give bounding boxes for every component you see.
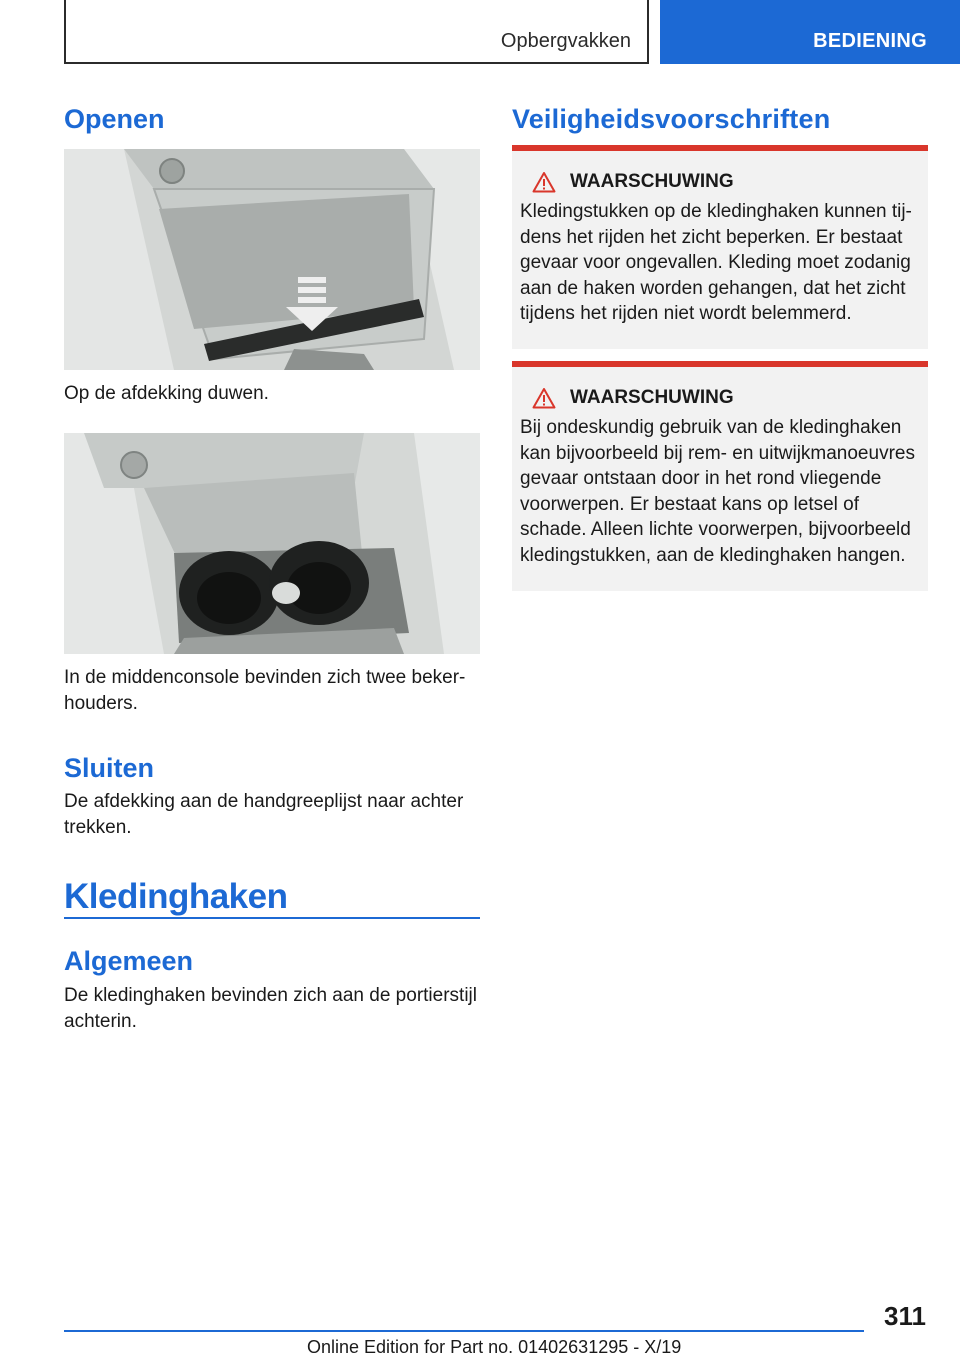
warning-title-row-2 xyxy=(532,387,920,409)
photo-console-cover xyxy=(64,149,480,370)
warning-box-2 xyxy=(512,361,928,591)
paragraph-algemeen xyxy=(64,983,484,1035)
photo-cup-holders xyxy=(64,433,480,654)
warning-1-line-5: tijdens het rijden niet wordt belemmerd. xyxy=(520,303,852,324)
heading-openen: Openen xyxy=(64,104,165,134)
paragraph-algemeen-line1: De kledinghaken bevinden zich aan de portierstijl xyxy=(64,985,477,1006)
section-rule xyxy=(64,917,480,919)
cup-holders-illustration xyxy=(64,433,480,654)
header-section-box xyxy=(64,0,649,64)
warning-2-line-3: gevaar ontstaan door in het rond vliegende xyxy=(520,468,882,489)
paragraph-sluiten-line1: De afdekking aan de handgreeplijst naar achter xyxy=(64,791,464,812)
caption-photo-2-line2: houders. xyxy=(64,693,138,714)
heading-veiligheidsvoorschriften: Veiligheidsvoorschriften xyxy=(512,104,831,134)
warning-triangle-icon xyxy=(532,387,556,409)
caption-photo-1: Op de afdekking duwen. xyxy=(64,383,269,404)
heading-algemeen: Algemeen xyxy=(64,946,194,976)
header-chapter-title: BEDIENING xyxy=(813,30,927,52)
caption-photo-2 xyxy=(64,665,484,717)
paragraph-sluiten xyxy=(64,789,484,841)
footer-rule xyxy=(64,1330,864,1332)
warning-2-line-1: Bij ondeskundig gebruik van de kledinghaken xyxy=(520,417,902,438)
warning-title-row-1 xyxy=(532,171,920,193)
warning-2-line-2: kan bijvoorbeeld bij rem- en uitwijkmanoeuvres xyxy=(520,442,915,464)
warning-2-line-5: schade. Alleen lichte voorwerpen, bijvoorbeeld xyxy=(520,519,911,540)
warning-box-1 xyxy=(512,145,928,349)
heading-kledinghaken: Kledinghaken xyxy=(64,877,288,916)
paragraph-algemeen-line2: achterin. xyxy=(64,1011,137,1032)
header-section-title: Opbergvakken xyxy=(500,30,631,52)
paragraph-sluiten-line2: trekken. xyxy=(64,817,132,838)
console-cover-illustration xyxy=(64,149,480,370)
warning-1-line-3: gevaar voor ongevallen. Kleding moet zodanig xyxy=(520,252,911,273)
warning-title-1: WAARSCHUWING xyxy=(570,171,734,192)
warning-body-2 xyxy=(520,415,920,568)
warning-body-1 xyxy=(520,199,920,327)
warning-1-line-2: dens het rijden het zicht beperken. Er bestaat xyxy=(520,226,903,248)
caption-photo-2-line1: In de middenconsole bevinden zich twee beker- xyxy=(64,667,466,688)
warning-1-line-1: Kledingstukken op de kledinghaken kunnen tij- xyxy=(520,201,912,222)
warning-2-line-6: kledingstukken, aan de kledinghaken hangen. xyxy=(520,544,906,566)
warning-triangle-icon xyxy=(532,171,556,193)
page-number: 311 xyxy=(884,1301,926,1331)
footer-edition: Online Edition for Part no. 01402631295 - X/19 xyxy=(307,1337,682,1357)
warning-1-line-4: aan de haken worden gehangen, dat het zicht xyxy=(520,277,906,299)
header-chapter-tab xyxy=(660,0,960,64)
warning-title-2: WAARSCHUWING xyxy=(570,387,734,408)
warning-2-line-4: voorwerpen. Er bestaat kans op letsel of xyxy=(520,493,860,515)
heading-sluiten: Sluiten xyxy=(64,753,155,783)
